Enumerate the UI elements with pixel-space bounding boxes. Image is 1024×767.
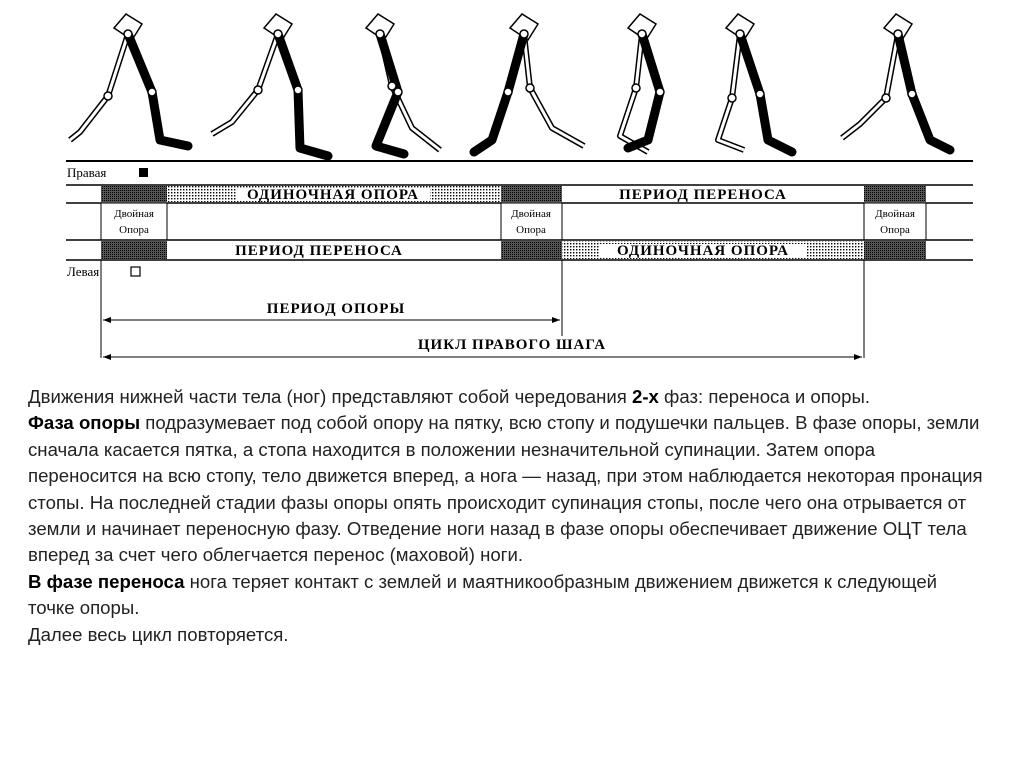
left-double-support-block-2: [501, 241, 562, 259]
double-support-label-1-line2: Опора: [119, 224, 149, 236]
right-leg-filled-square-icon: [139, 168, 148, 177]
description-text: [28, 384, 988, 648]
double-support-labels: [101, 203, 926, 240]
double-support-label-3-line1: Двойная: [875, 208, 915, 220]
left-leg-empty-square-icon: [131, 267, 140, 276]
double-support-label-2-line2: Опора: [516, 224, 546, 236]
right-double-support-block-1: [101, 186, 167, 202]
right-leg-phase-bar: [66, 185, 973, 203]
left-leg-phase-bar: [66, 240, 973, 260]
leg-figure-3: [366, 14, 440, 154]
leg-figure-4: [474, 14, 584, 152]
paragraph-swing-phase: В фазе переноса нога теряет контакт с землей и маятникообразным движением движется к следующей точке опоры.: [28, 570, 938, 619]
right-swing-period-label: ПЕРИОД ПЕРЕНОСА: [619, 187, 787, 203]
walking-legs-figures: [70, 14, 950, 156]
paragraph-repeat: Далее весь цикл повторяется.: [28, 623, 289, 645]
paragraph-phases: Движения нижней части тела (ног) представляют собой чередования 2-х фаз: переноса и опоры.: [28, 386, 871, 407]
left-double-support-block-1: [101, 241, 167, 259]
support-period-label: ПЕРИОД ОПОРЫ: [266, 301, 406, 317]
period-brackets: [101, 260, 864, 360]
left-single-support-label: ОДИНОЧНАЯ ОПОРА: [616, 243, 790, 259]
leg-figure-5: [620, 14, 664, 152]
double-support-label-1-line1: Двойная: [114, 208, 154, 220]
leg-figure-6: [718, 14, 792, 152]
right-leg-label: Правая: [67, 165, 107, 180]
paragraph-support-phase: Фаза опоры подразумевает под собой опору на пятку, всю стопу и подушечки пальцев. В фазе опоры, земли сначала касается пятка, а стопа находится в положении незначительной супинации. Затем опора переносится на всю стопу, тело движется вперед, а нога — назад, при этом наблюдается некоторая пронация стопы. На последней стадии фазы опоры опять происходит супинация стопы, после чего она отрывается от земли и начинает переносную фазу. Отведение ноги назад в фазе опоры обеспечивает движение ОЦТ тела вперед за счет чего облегчается перенос (маховой) ноги.: [28, 412, 983, 566]
left-swing-period-label: ПЕРИОД ПЕРЕНОСА: [235, 243, 403, 259]
left-double-support-block-3: [864, 241, 926, 259]
leg-figure-1: [70, 14, 188, 146]
right-single-support-label: ОДИНОЧНАЯ ОПОРА: [246, 187, 420, 203]
left-leg-label: Левая: [67, 264, 100, 279]
gait-cycle-diagram: [0, 0, 1024, 375]
right-double-support-block-2: [501, 186, 562, 202]
double-support-label-2-line1: Двойная: [511, 208, 551, 220]
right-double-support-block-3: [864, 186, 926, 202]
step-cycle-label: ЦИКЛ ПРАВОГО ШАГА: [417, 337, 607, 353]
leg-figure-7: [842, 14, 950, 150]
double-support-label-3-line2: Опора: [880, 224, 910, 236]
leg-figure-2: [212, 14, 328, 156]
